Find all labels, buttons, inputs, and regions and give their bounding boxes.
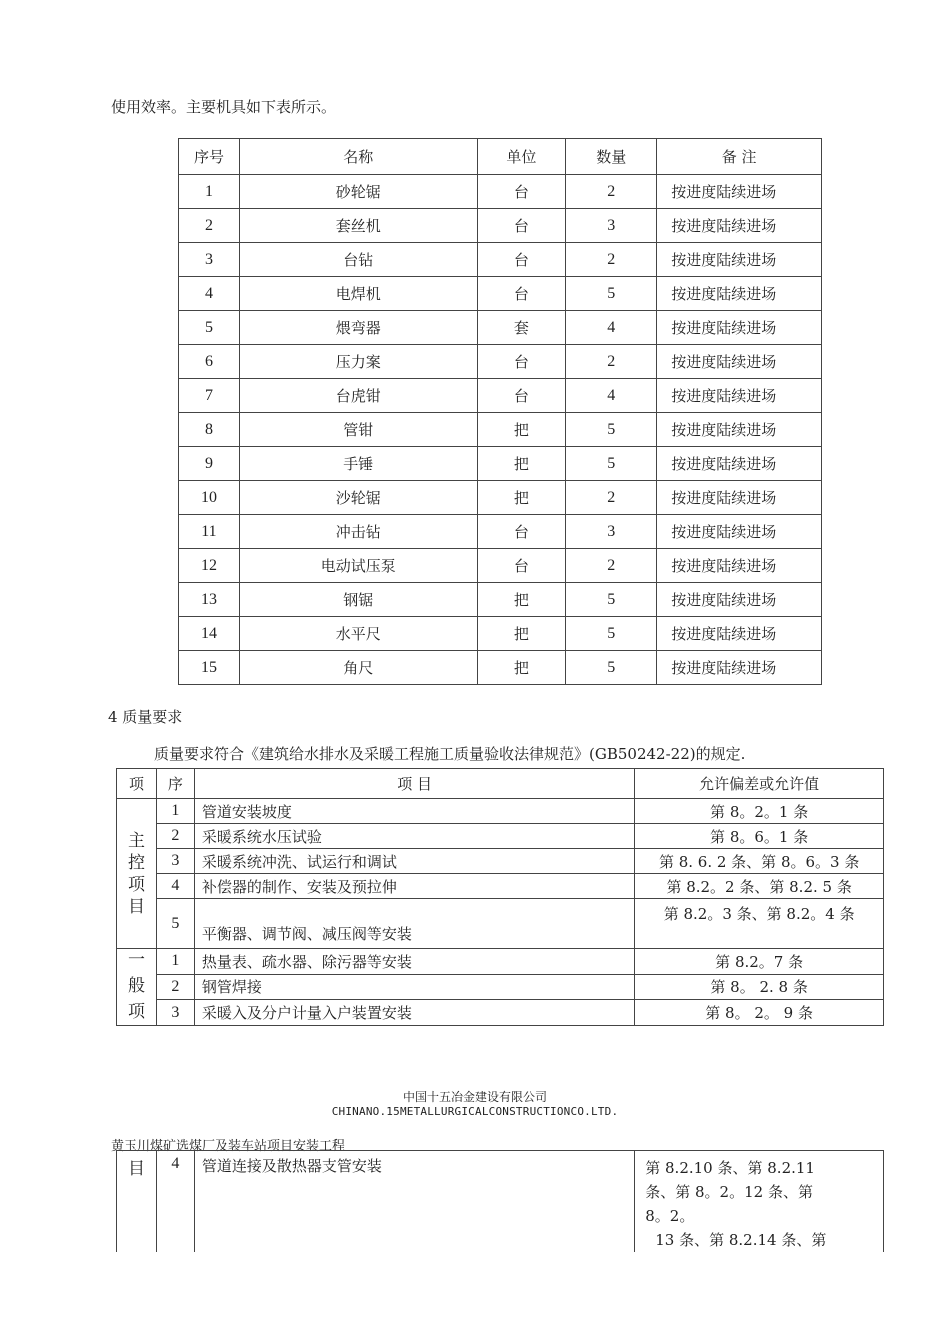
table-row [117, 949, 884, 975]
row-unit: 把 [477, 447, 566, 481]
table-row [117, 974, 884, 1000]
row-note: 按进度陆续进场 [657, 345, 822, 379]
row-qty: 5 [566, 413, 657, 447]
row-note: 按进度陆续进场 [657, 311, 822, 345]
table-row [179, 345, 822, 379]
row-note: 按进度陆续进场 [657, 447, 822, 481]
group-char: 主 [127, 830, 145, 851]
row-seq: 5 [156, 899, 194, 949]
row-item: 平衡器、调节阀、减压阀等安装 [194, 899, 634, 949]
row-seq: 4 [179, 277, 240, 311]
quality-table [116, 768, 884, 1026]
row-item: 采暖入及分户计量入户装置安装 [194, 1000, 634, 1026]
row-unit: 台 [477, 379, 566, 413]
row-qty: 2 [566, 175, 657, 209]
row-unit: 台 [477, 345, 566, 379]
footer-project-name: 黄玉川煤矿选煤厂及装车站项目安装工程 [111, 1139, 346, 1154]
value-line: 条、第 8。2。12 条、第 [645, 1183, 813, 1201]
row-name: 冲击钻 [239, 515, 477, 549]
table-row [117, 1151, 884, 1256]
row-unit: 把 [477, 617, 566, 651]
table-row [179, 447, 822, 481]
row-note: 按进度陆续进场 [657, 583, 822, 617]
footer-company-en: CHINANO.15METALLURGICALCONSTRUCTIONCO.LTD. [331, 1105, 619, 1118]
row-value: 第 8。2。1 条 [635, 799, 884, 824]
row-seq: 1 [179, 175, 240, 209]
row-value [635, 1151, 884, 1256]
row-value: 第 8.2。2 条、第 8.2. 5 条 [635, 874, 884, 899]
row-note: 按进度陆续进场 [657, 413, 822, 447]
table-row [117, 849, 884, 874]
row-seq: 4 [156, 1151, 194, 1256]
group-char: 目 [127, 896, 145, 917]
value-line: 8。2。 [645, 1207, 695, 1225]
group-char: 控 [127, 852, 145, 873]
table-row [179, 311, 822, 345]
row-note: 按进度陆续进场 [657, 651, 822, 685]
row-qty: 5 [566, 651, 657, 685]
row-item: 补偿器的制作、安装及预拉伸 [194, 874, 634, 899]
table-row [179, 583, 822, 617]
row-qty: 5 [566, 277, 657, 311]
header-value: 允许偏差或允许值 [635, 769, 884, 799]
header-seq: 序 [156, 769, 194, 799]
table-row [179, 379, 822, 413]
table-row [179, 481, 822, 515]
row-unit: 把 [477, 481, 566, 515]
quality-header-row [117, 769, 884, 799]
header-unit: 单位 [477, 139, 566, 175]
row-name: 角尺 [239, 651, 477, 685]
row-item: 热量表、疏水器、除污器等安装 [194, 949, 634, 975]
row-seq: 13 [179, 583, 240, 617]
row-unit: 台 [477, 209, 566, 243]
table-row [117, 824, 884, 849]
header-name: 名称 [239, 139, 477, 175]
tools-header-row [179, 139, 822, 175]
row-name: 台钻 [239, 243, 477, 277]
row-unit: 把 [477, 651, 566, 685]
row-name: 砂轮锯 [239, 175, 477, 209]
row-unit: 套 [477, 311, 566, 345]
row-qty: 5 [566, 617, 657, 651]
row-seq: 12 [179, 549, 240, 583]
row-unit: 台 [477, 243, 566, 277]
row-item: 采暖系统水压试验 [194, 824, 634, 849]
table-row [179, 277, 822, 311]
tools-table-body [179, 175, 822, 685]
page-bottom-margin [0, 1252, 950, 1344]
table-row [117, 874, 884, 899]
row-seq: 15 [179, 651, 240, 685]
table-row [179, 413, 822, 447]
row-name: 电动试压泵 [239, 549, 477, 583]
row-seq: 3 [179, 243, 240, 277]
group-char: 一 [127, 950, 145, 970]
table-row [179, 175, 822, 209]
row-qty: 5 [566, 447, 657, 481]
row-note: 按进度陆续进场 [657, 175, 822, 209]
row-note: 按进度陆续进场 [657, 277, 822, 311]
table-row [179, 515, 822, 549]
row-note: 按进度陆续进场 [657, 515, 822, 549]
row-qty: 4 [566, 311, 657, 345]
row-unit: 台 [477, 277, 566, 311]
row-seq: 8 [179, 413, 240, 447]
row-seq: 3 [156, 1000, 194, 1026]
table-row [117, 799, 884, 824]
table-row [179, 549, 822, 583]
row-seq: 9 [179, 447, 240, 481]
row-value: 第 8.2。3 条、第 8.2。4 条 [635, 899, 884, 949]
section-heading: 4 质量要求 [108, 708, 183, 726]
row-seq: 2 [156, 824, 194, 849]
general-group-label [117, 949, 157, 1026]
header-seq: 序号 [179, 139, 240, 175]
row-qty: 2 [566, 549, 657, 583]
row-note: 按进度陆续进场 [657, 243, 822, 277]
row-item: 采暖系统冲洗、试运行和调试 [194, 849, 634, 874]
row-seq: 10 [179, 481, 240, 515]
row-value: 第 8。6。1 条 [635, 824, 884, 849]
row-note: 按进度陆续进场 [657, 209, 822, 243]
row-note: 按进度陆续进场 [657, 481, 822, 515]
row-value: 第 8。 2。 9 条 [635, 1000, 884, 1026]
row-seq: 6 [179, 345, 240, 379]
row-note: 按进度陆续进场 [657, 617, 822, 651]
main-control-group-label [117, 799, 157, 949]
row-item: 钢管焊接 [194, 974, 634, 1000]
group-char: 项 [127, 874, 145, 895]
row-value: 第 8.2。7 条 [635, 949, 884, 975]
row-qty: 4 [566, 379, 657, 413]
row-name: 煨弯器 [239, 311, 477, 345]
row-unit: 把 [477, 583, 566, 617]
row-name: 套丝机 [239, 209, 477, 243]
header-note: 备 注 [657, 139, 822, 175]
row-name: 电焊机 [239, 277, 477, 311]
table-row [117, 1000, 884, 1026]
row-unit: 台 [477, 175, 566, 209]
row-seq: 2 [156, 974, 194, 1000]
table-row [179, 651, 822, 685]
value-line: 第 8.2.10 条、第 8.2.11 [645, 1159, 815, 1177]
row-value: 第 8. 6. 2 条、第 8。6。3 条 [635, 849, 884, 874]
tools-table [178, 138, 822, 685]
continued-quality-table [116, 1150, 884, 1256]
row-qty: 2 [566, 481, 657, 515]
row-note: 按进度陆续进场 [657, 549, 822, 583]
row-seq: 1 [156, 799, 194, 824]
group-char: 般 [127, 976, 145, 996]
row-unit: 台 [477, 515, 566, 549]
row-seq: 1 [156, 949, 194, 975]
table-row [179, 617, 822, 651]
row-unit: 台 [477, 549, 566, 583]
footer-company-cn: 中国十五冶金建设有限公司 [402, 1090, 547, 1104]
row-unit: 把 [477, 413, 566, 447]
row-seq: 2 [179, 209, 240, 243]
row-value: 第 8。 2. 8 条 [635, 974, 884, 1000]
row-seq: 7 [179, 379, 240, 413]
row-item: 管道连接及散热器支管安装 [194, 1151, 634, 1256]
row-item: 管道安装坡度 [194, 799, 634, 824]
row-qty: 2 [566, 243, 657, 277]
row-note: 按进度陆续进场 [657, 379, 822, 413]
row-seq: 4 [156, 874, 194, 899]
row-qty: 5 [566, 583, 657, 617]
row-qty: 2 [566, 345, 657, 379]
intro-text: 使用效率。主要机具如下表所示。 [111, 98, 337, 116]
header-item: 项 目 [194, 769, 634, 799]
row-seq: 11 [179, 515, 240, 549]
row-qty: 3 [566, 515, 657, 549]
row-seq: 5 [179, 311, 240, 345]
section-body: 质量要求符合《建筑给水排水及采暖工程施工质量验收法律规范》(GB50242-22)的规定. [154, 745, 746, 763]
value-line: 13 条、第 8.2.14 条、第 [655, 1231, 827, 1249]
row-seq: 3 [156, 849, 194, 874]
row-name: 压力案 [239, 345, 477, 379]
row-name: 水平尺 [239, 617, 477, 651]
row-name: 沙轮锯 [239, 481, 477, 515]
table-row [179, 243, 822, 277]
row-qty: 3 [566, 209, 657, 243]
header-qty: 数量 [566, 139, 657, 175]
row-name: 手锤 [239, 447, 477, 481]
table-row [179, 209, 822, 243]
table-row [117, 899, 884, 949]
row-name: 钢锯 [239, 583, 477, 617]
group-char: 项 [127, 1002, 145, 1022]
header-category: 项 [117, 769, 157, 799]
row-seq: 14 [179, 617, 240, 651]
row-name: 台虎钳 [239, 379, 477, 413]
group-label: 目 [117, 1151, 157, 1256]
row-name: 管钳 [239, 413, 477, 447]
